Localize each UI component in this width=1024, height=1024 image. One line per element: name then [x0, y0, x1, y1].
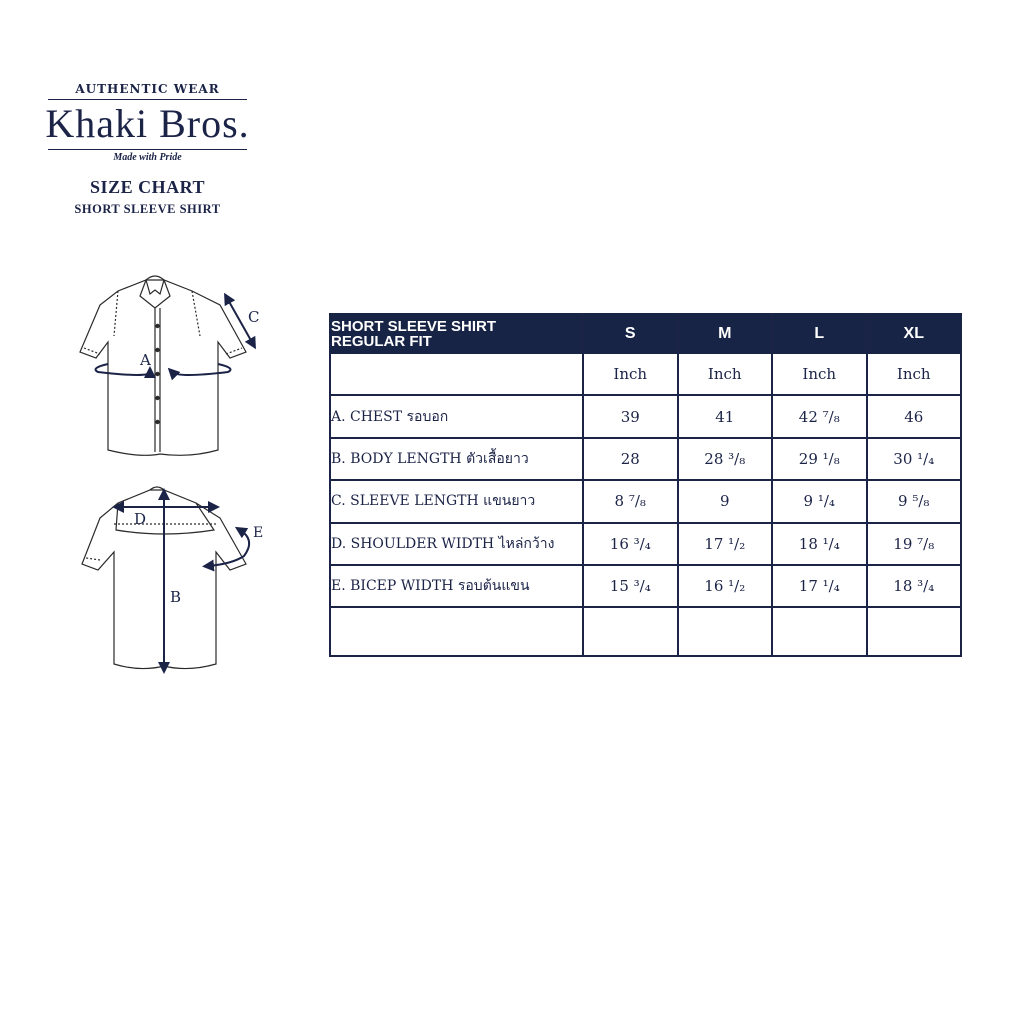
table-header-title: [330, 314, 583, 353]
row-label: B. BODY LENGTH ตัวเสื้อยาว: [330, 438, 583, 480]
label-c: C: [248, 308, 260, 326]
table-row-shoulder-width: [330, 523, 961, 565]
label-e: E: [253, 525, 264, 541]
value-cell: 9: [678, 480, 773, 522]
brand-name: Khaki Bros.: [45, 101, 250, 146]
header-line-fit: REGULAR FIT: [331, 332, 432, 350]
row-label: A. CHEST รอบอก: [330, 395, 583, 437]
value-cell: 28 ³/₈: [678, 438, 773, 480]
value-cell: 17 ¹/₂: [678, 523, 773, 565]
value-cell: 19 ⁷/₈: [867, 523, 962, 565]
table-row-empty: [330, 607, 961, 656]
empty-cell: [583, 607, 678, 656]
size-chart-table: [329, 313, 962, 657]
table-row-bicep-width: [330, 565, 961, 607]
value-cell: 18 ¹/₄: [772, 523, 867, 565]
empty-cell: [867, 607, 962, 656]
size-header-l: L: [772, 314, 867, 353]
empty-cell: [772, 607, 867, 656]
shirt-measurement-diagram: [60, 268, 290, 688]
row-label: E. BICEP WIDTH รอบต้นแขน: [330, 565, 583, 607]
page-subtitle: SHORT SLEEVE SHIRT: [74, 202, 221, 216]
table-header-row: [330, 314, 961, 353]
value-cell: 9 ⁵/₈: [867, 480, 962, 522]
value-cell: 42 ⁷/₈: [772, 395, 867, 437]
value-cell: 16 ¹/₂: [678, 565, 773, 607]
unit-cell: Inch: [678, 353, 773, 395]
value-cell: 9 ¹/₄: [772, 480, 867, 522]
brand-tagline: AUTHENTIC WEAR: [75, 82, 220, 96]
row-label: C. SLEEVE LENGTH แขนยาว: [330, 480, 583, 522]
unit-cell: Inch: [867, 353, 962, 395]
unit-cell: Inch: [772, 353, 867, 395]
table-row-body-length: [330, 438, 961, 480]
value-cell: 29 ¹/₈: [772, 438, 867, 480]
size-header-xl: XL: [867, 314, 962, 353]
row-label: D. SHOULDER WIDTH ไหล่กว้าง: [330, 523, 583, 565]
size-header-s: S: [583, 314, 678, 353]
value-cell: 41: [678, 395, 773, 437]
table-row-sleeve-length: [330, 480, 961, 522]
value-cell: 39: [583, 395, 678, 437]
value-cell: 30 ¹/₄: [867, 438, 962, 480]
size-header-m: M: [678, 314, 773, 353]
value-cell: 18 ³/₄: [867, 565, 962, 607]
table-row-chest: [330, 395, 961, 437]
value-cell: 17 ¹/₄: [772, 565, 867, 607]
page-title: SIZE CHART: [90, 177, 205, 197]
value-cell: 8 ⁷/₈: [583, 480, 678, 522]
brand-motto: Made with Pride: [113, 152, 182, 163]
empty-cell: [330, 607, 583, 656]
brand-logo: [40, 82, 255, 217]
unit-row-blank-cell: [330, 353, 583, 395]
empty-cell: [678, 607, 773, 656]
value-cell: 28: [583, 438, 678, 480]
unit-cell: Inch: [583, 353, 678, 395]
value-cell: 16 ³/₄: [583, 523, 678, 565]
value-cell: 15 ³/₄: [583, 565, 678, 607]
header-line-product: SHORT SLEEVE SHIRT: [331, 317, 497, 335]
label-a: A: [140, 351, 151, 369]
value-cell: 46: [867, 395, 962, 437]
brand-divider-top: [48, 99, 247, 100]
label-b: B: [170, 588, 182, 606]
brand-divider-bottom: [48, 149, 247, 150]
label-d: D: [134, 510, 147, 528]
unit-row: [330, 353, 961, 395]
